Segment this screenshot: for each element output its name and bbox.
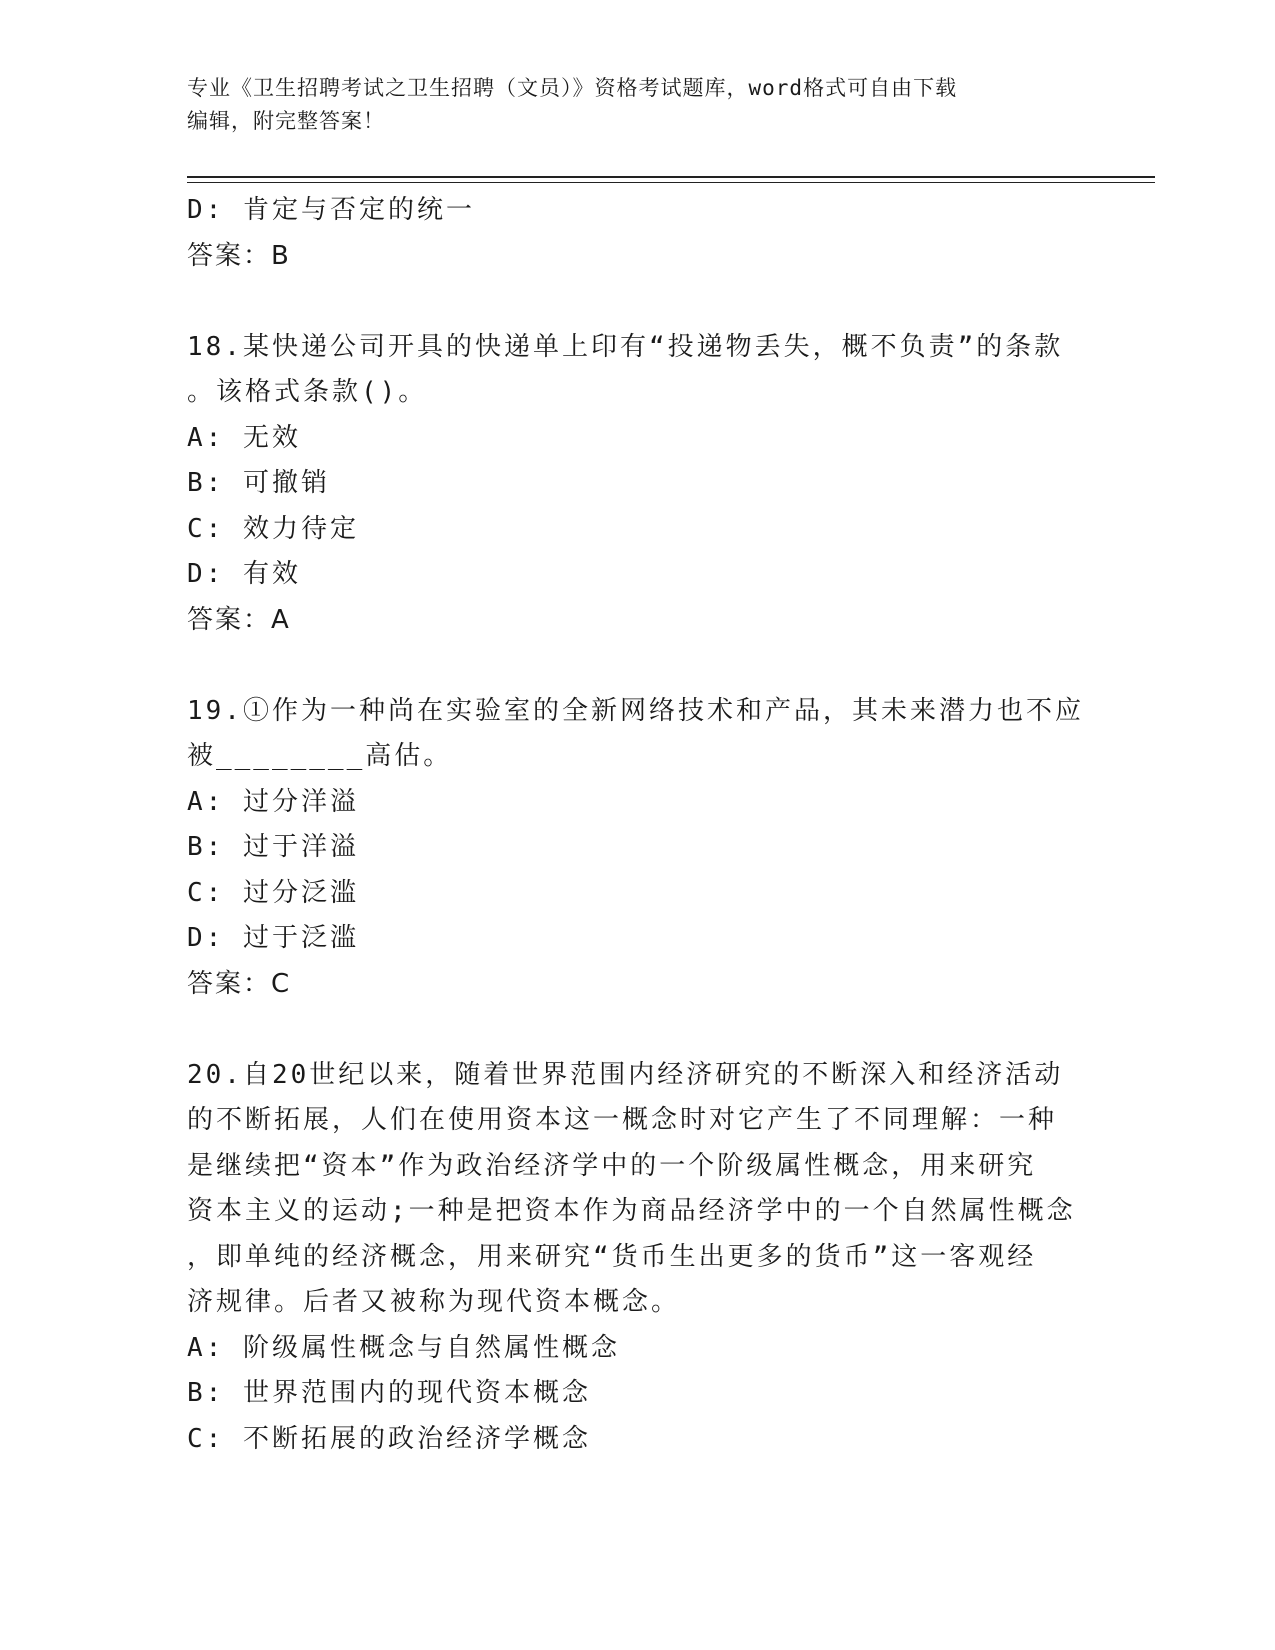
- option-b: B: 过于洋溢: [187, 832, 359, 862]
- option-b: B: 可撤销: [187, 468, 330, 498]
- question-stem: 济规律。后者又被称为现代资本概念。: [187, 1287, 681, 1317]
- option-c: C: 效力待定: [187, 513, 359, 544]
- question-20: [187, 1053, 1087, 1463]
- option-a: A: 过分洋溢: [187, 786, 359, 817]
- question-stem: 。该格式条款()。: [187, 377, 428, 407]
- question-list: [187, 188, 1087, 1462]
- question-stem: 的不断拓展，人们在使用资本这一概念时对它产生了不同理解：一种: [187, 1105, 1058, 1135]
- question-stem: 是继续把“资本”作为政治经济学中的一个阶级属性概念，用来研究: [187, 1150, 1037, 1181]
- question-18: [187, 325, 1087, 644]
- question-19: [187, 689, 1087, 1008]
- option-d: D: 有效: [187, 559, 301, 589]
- question-stem: ，即单纯的经济概念，用来研究“货币生出更多的货币”这一客观经: [187, 1241, 1037, 1272]
- document-header: [187, 72, 1087, 138]
- header-rule-thick: [187, 176, 1155, 178]
- question-stem: 18.某快递公司开具的快递单上印有“投递物丢失，概不负责”的条款: [187, 331, 1064, 362]
- question-stem: 被________高估。: [187, 741, 453, 771]
- question-stem: 资本主义的运动;一种是把资本作为商品经济学中的一个自然属性概念: [187, 1196, 1076, 1226]
- option-d: D: 肯定与否定的统一: [187, 195, 475, 225]
- question-stem: 20.自20世纪以来，随着世界范围内经济研究的不断深入和经济活动: [187, 1059, 1064, 1090]
- question-17-tail: [187, 188, 1087, 279]
- answer: 答案：C: [187, 968, 292, 999]
- option-a: A: 无效: [187, 422, 301, 453]
- option-c: C: 过分泛滥: [187, 877, 359, 908]
- answer: 答案：B: [187, 240, 291, 271]
- option-d: D: 过于泛滥: [187, 923, 359, 953]
- header-rule-thin: [187, 182, 1155, 183]
- option-b: B: 世界范围内的现代资本概念: [187, 1378, 591, 1408]
- question-stem: 19.①作为一种尚在实验室的全新网络技术和产品，其未来潜力也不应: [187, 695, 1084, 726]
- option-a: A: 阶级属性概念与自然属性概念: [187, 1332, 620, 1363]
- header-line-1: 专业《卫生招聘考试之卫生招聘（文员）》资格考试题库，word格式可自由下载: [187, 76, 958, 100]
- option-c: C: 不断拓展的政治经济学概念: [187, 1423, 591, 1454]
- header-line-2: 编辑，附完整答案！: [187, 109, 385, 133]
- answer: 答案：A: [187, 604, 291, 635]
